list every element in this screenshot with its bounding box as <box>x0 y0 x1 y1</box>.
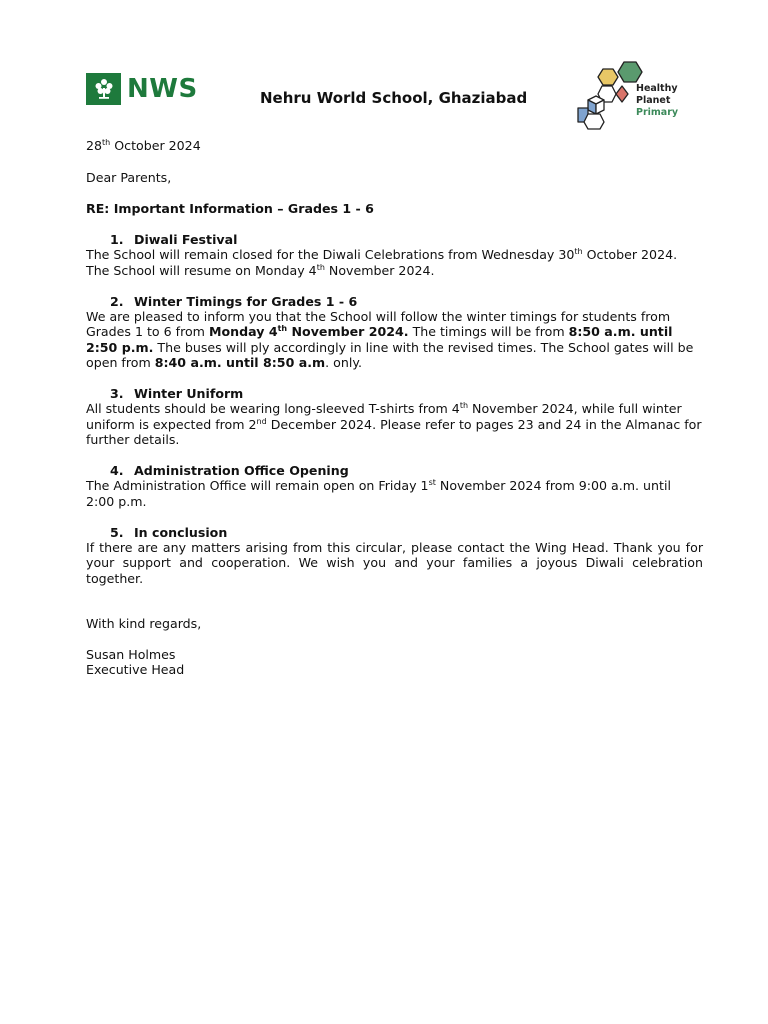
section-heading-diwali: 1. Diwali Festival <box>110 232 238 247</box>
signer-name: Susan Holmes <box>86 647 176 663</box>
subject-line: RE: Important Information – Grades 1 - 6 <box>86 201 374 217</box>
section-heading-winter-uniform: 3. Winter Uniform <box>110 386 244 402</box>
letter-date: 28th October 2024 <box>86 137 201 153</box>
nws-logo-text: NWS <box>127 74 198 104</box>
greeting: Dear Parents, <box>86 170 172 186</box>
nws-logo <box>86 73 198 105</box>
section-heading-admin-office: 4. Administration Office Opening <box>110 463 349 479</box>
section-heading-conclusion: 5. In conclusion <box>110 524 228 540</box>
badge-label <box>636 83 678 119</box>
section-text-admin-office: The Administration Office will remain open on Friday 1st November 2024 from 9:00 a.m. until 2:00 p.m. <box>86 478 671 509</box>
section-text-diwali-a: The School will remain closed for the Diwali Celebrations from Wednesday 30th October 2024. <box>86 247 678 263</box>
section-text-winter-uniform: All students should be wearing long-sleeved T-shirts from 4th November 2024, while full winter uniform is expected from 2nd December 2024. Please refer to pages 23 and 24 in the Almanac for further details. <box>86 401 702 448</box>
letter-body <box>86 138 703 678</box>
tree-emblem-icon <box>86 73 121 105</box>
closing: With kind regards, <box>86 616 202 632</box>
badge-line-healthy: Healthy <box>636 83 678 94</box>
section-text-winter-timings: We are pleased to inform you that the School will follow the winter timings for students from Grades 1 to 6 from Monday 4th November 2024. The timings will be from 8:50 a.m. until 2:50 p.m. The buses will ply accordingly in line with the revised times. The School gates will be open from 8:40 a.m. until 8:50 a.m. only. <box>86 309 694 371</box>
school-name: Nehru World School, Ghaziabad <box>260 89 528 107</box>
signer-title: Executive Head <box>86 662 185 678</box>
section-text-conclusion: If there are any matters arising from this circular, please contact the Wing Head. Thank you for your support and cooperation. We wish you and your families a joyous Diwali celebration together. <box>86 540 703 586</box>
badge-line-planet: Planet <box>636 95 671 106</box>
badge-line-primary: Primary <box>636 107 679 118</box>
section-heading-winter-timings: 2. Winter Timings for Grades 1 - 6 <box>110 293 358 309</box>
section-text-diwali-b: The School will resume on Monday 4th November 2024. <box>86 262 435 278</box>
